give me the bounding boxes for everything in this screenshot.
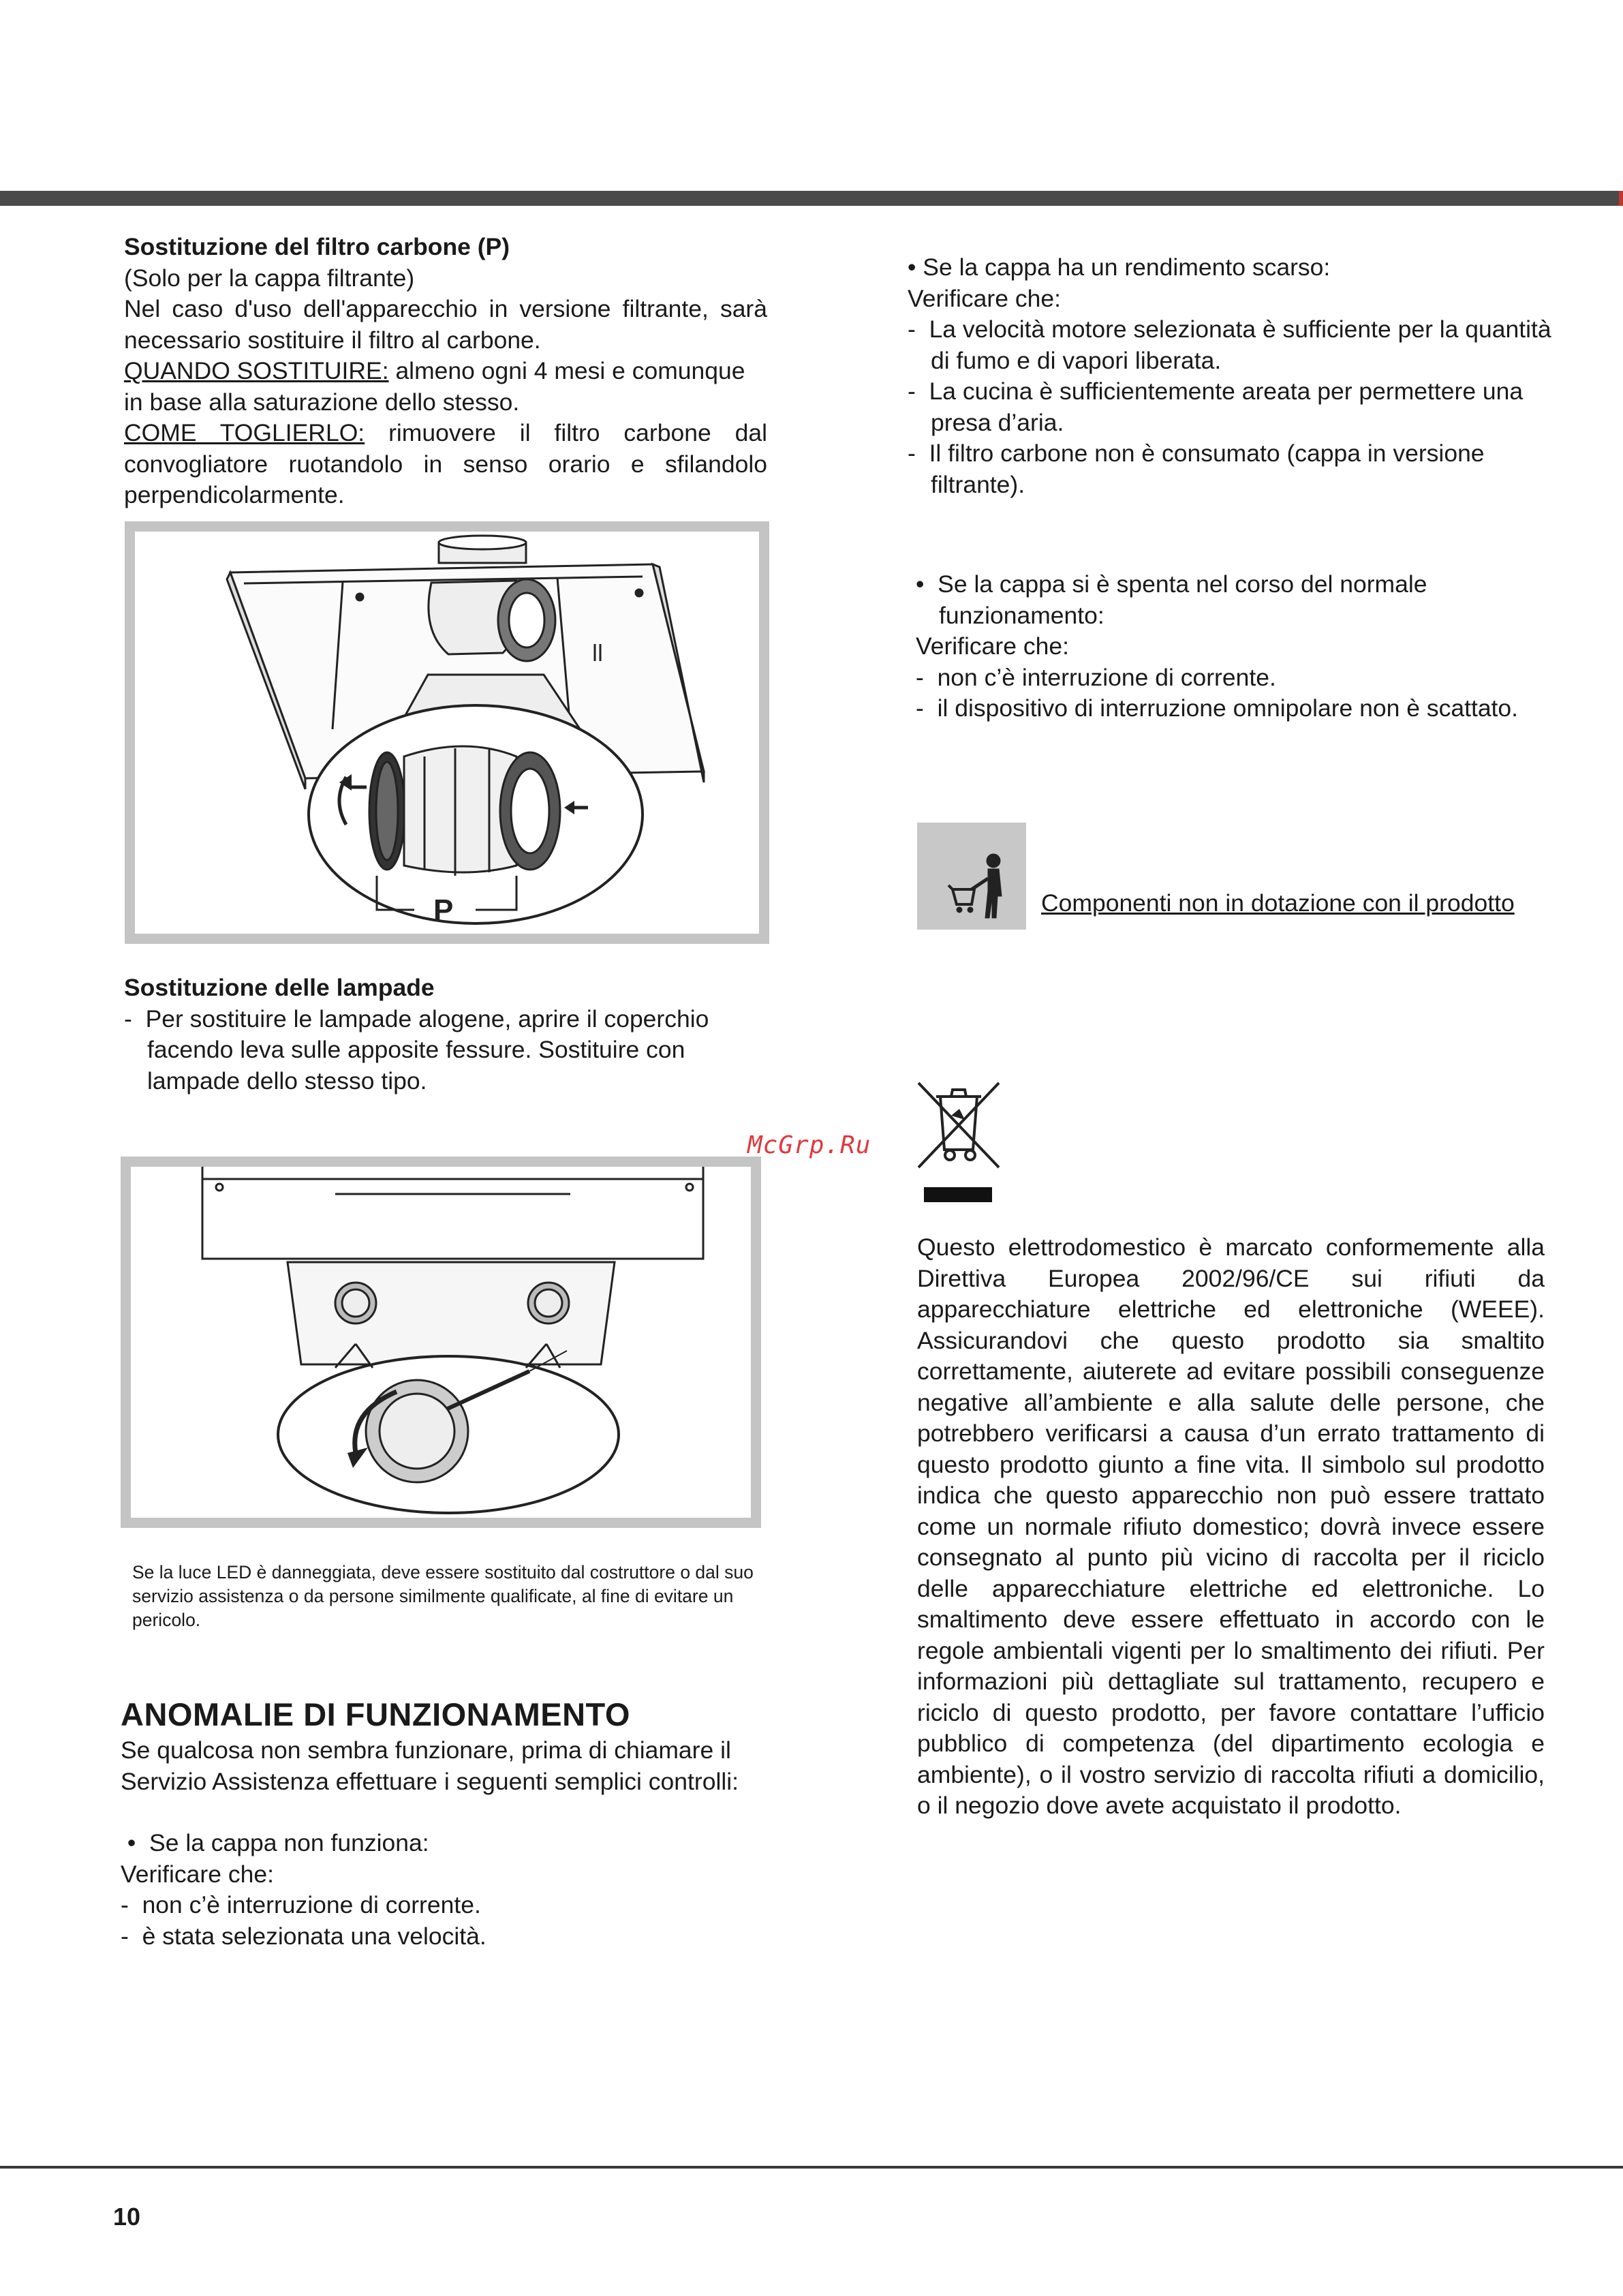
filter-when xyxy=(124,356,767,418)
page-number: 10 xyxy=(113,2203,141,2231)
case2-item-text: La velocità motore selezionata è sufficiente per la quantità di fumo e di vapori liberata. xyxy=(929,316,1551,374)
hood-filter-diagram xyxy=(135,532,759,934)
case3-item: - non c’è interruzione di corrente. xyxy=(916,663,1276,691)
weee-paragraph: Questo elettrodomestico è marcato conformemente alla Direttiva Europea 2002/96/CE sui rifiuti da apparecchiature elettriche ed elettroniche (WEEE). Assicurandovi che questo prodotto sia smaltito correttamente, aiuterete ad evitare possibili conseguenze negative all’ambiente e alla salute delle persone, che potrebbero verificarsi a causa d’un errato trattamento di questo prodotto giunto a fine vita. Il simbolo sul prodotto indica che questo apparecchio non può essere trattato come un normale rifiuto domestico; dovrà invece essere consegnato al punto più vicino di raccolta per il riciclo delle apparecchiature elettriche ed elettroniche. Lo smaltimento deve essere effettuato in accordo con le regole ambientali vigenti per lo smaltimento dei rifiuti. Per informazioni più dettagliate sul trattamento, recupero e riciclo di questo prodotto, per favore contattare l’ufficio pubblico di competenza (del dipartimento ecologia e ambiente), o il vostro servizio di raccolta rifiuti a domicilio, o il negozio dove avete acquistato il prodotto. xyxy=(917,1234,1545,1819)
case2-title: Se la cappa ha un rendimento scarso: xyxy=(923,254,1331,281)
header-bar xyxy=(0,191,1623,206)
lamps-title: Sostituzione delle lampade xyxy=(124,974,435,1001)
case3-section xyxy=(916,569,1529,724)
case3-title-row: • Se la cappa si è spenta nel corso del normale funzionamento: xyxy=(916,570,1427,629)
header-bar-accent xyxy=(1619,191,1623,206)
filter-how-label: COME TOGLIERLO: xyxy=(124,419,365,446)
shopping-cart-icon xyxy=(917,823,1026,930)
case3-title: Se la cappa si è spenta nel corso del normale funzionamento: xyxy=(938,570,1427,629)
case2-title-row: • Se la cappa ha un rendimento scarso: xyxy=(908,254,1331,281)
case1-item-text: è stata selezionata una velocità. xyxy=(142,1922,486,1950)
lamps-list-item: - Per sostituire le lampade alogene, aprire il coperchio facendo leva sulle apposite fessure. Sostituire con lampade dello stesso tipo. xyxy=(124,1005,709,1095)
case3-item-text: il dispositivo di interruzione omnipolare non è scattato. xyxy=(937,694,1519,722)
filter-subtitle: (Solo per la cappa filtrante) xyxy=(124,264,415,292)
anomalies-section xyxy=(121,1735,768,1952)
case2-section xyxy=(908,252,1562,500)
case1-verify: Verificare che: xyxy=(121,1860,274,1888)
footer-rule xyxy=(0,2166,1623,2169)
filter-how-text: rimuovere il filtro carbone dal convogliatore ruotandolo in senso orario e sfilandolo perpendicolarmente. xyxy=(124,419,767,508)
lamps-item: Per sostituire le lampade alogene, aprire il coperchio facendo leva sulle apposite fessure. Sostituire con lampade dello stesso tipo. xyxy=(145,1005,709,1095)
lamp-figure xyxy=(121,1157,761,1528)
case1-item: - è stata selezionata una velocità. xyxy=(121,1922,486,1950)
case2-item-text: Il filtro carbone non è consumato (cappa in versione filtrante). xyxy=(929,440,1485,498)
filter-section xyxy=(124,232,767,511)
case3-item: - il dispositivo di interruzione omnipolare non è scattato. xyxy=(916,694,1519,722)
case2-item: - Il filtro carbone non è consumato (cappa in versione filtrante). xyxy=(908,440,1485,498)
anomalies-intro: Se qualcosa non sembra funzionare, prima di chiamare il Servizio Assistenza effettuare i seguenti semplici controlli: xyxy=(121,1736,739,1795)
case3-verify: Verificare che: xyxy=(916,632,1069,660)
case2-item: - La velocità motore selezionata è sufficiente per la quantità di fumo e di vapori liberata. xyxy=(908,316,1551,374)
case2-verify: Verificare che: xyxy=(908,284,1061,312)
components-note: Componenti non in dotazione con il prodotto xyxy=(1041,889,1515,917)
watermark: McGrp.Ru xyxy=(747,1131,871,1159)
case3-item-text: non c’è interruzione di corrente. xyxy=(937,663,1276,691)
lamp-replacement-diagram xyxy=(131,1167,751,1518)
case2-item: - La cucina è sufficientemente areata per permettere una presa d’aria. xyxy=(908,378,1524,436)
filter-intro: Nel caso d'uso dell'apparecchio in versione filtrante, sarà necessario sostituire il filtro al carbone. xyxy=(124,295,767,354)
crossed-bin-icon xyxy=(917,1082,1000,1204)
anomalies-heading: ANOMALIE DI FUNZIONAMENTO xyxy=(121,1696,630,1732)
filter-title: Sostituzione del filtro carbone (P) xyxy=(124,233,510,260)
filter-figure-label: P xyxy=(433,893,454,927)
filter-figure xyxy=(125,521,769,944)
filter-when-text: almeno ogni 4 mesi e comunque in base alla saturazione dello stesso. xyxy=(124,357,745,416)
case1-title-row: • Se la cappa non funziona: xyxy=(121,1829,429,1856)
led-note: Se la luce LED è danneggiata, deve essere sostituito dal costruttore o dal suo servizio assistenza o da persone similmente qualificate, al fine di evitare un pericolo. xyxy=(132,1562,754,1630)
case1-item-text: non c’è interruzione di corrente. xyxy=(142,1891,481,1918)
case1-title: Se la cappa non funziona: xyxy=(149,1829,429,1856)
filter-how xyxy=(124,418,767,511)
lamps-section xyxy=(124,973,767,1097)
filter-when-label: QUANDO SOSTITUIRE: xyxy=(124,357,389,384)
case2-item-text: La cucina è sufficientemente areata per permettere una presa d’aria. xyxy=(929,378,1524,436)
case1-item: - non c’è interruzione di corrente. xyxy=(121,1891,481,1918)
